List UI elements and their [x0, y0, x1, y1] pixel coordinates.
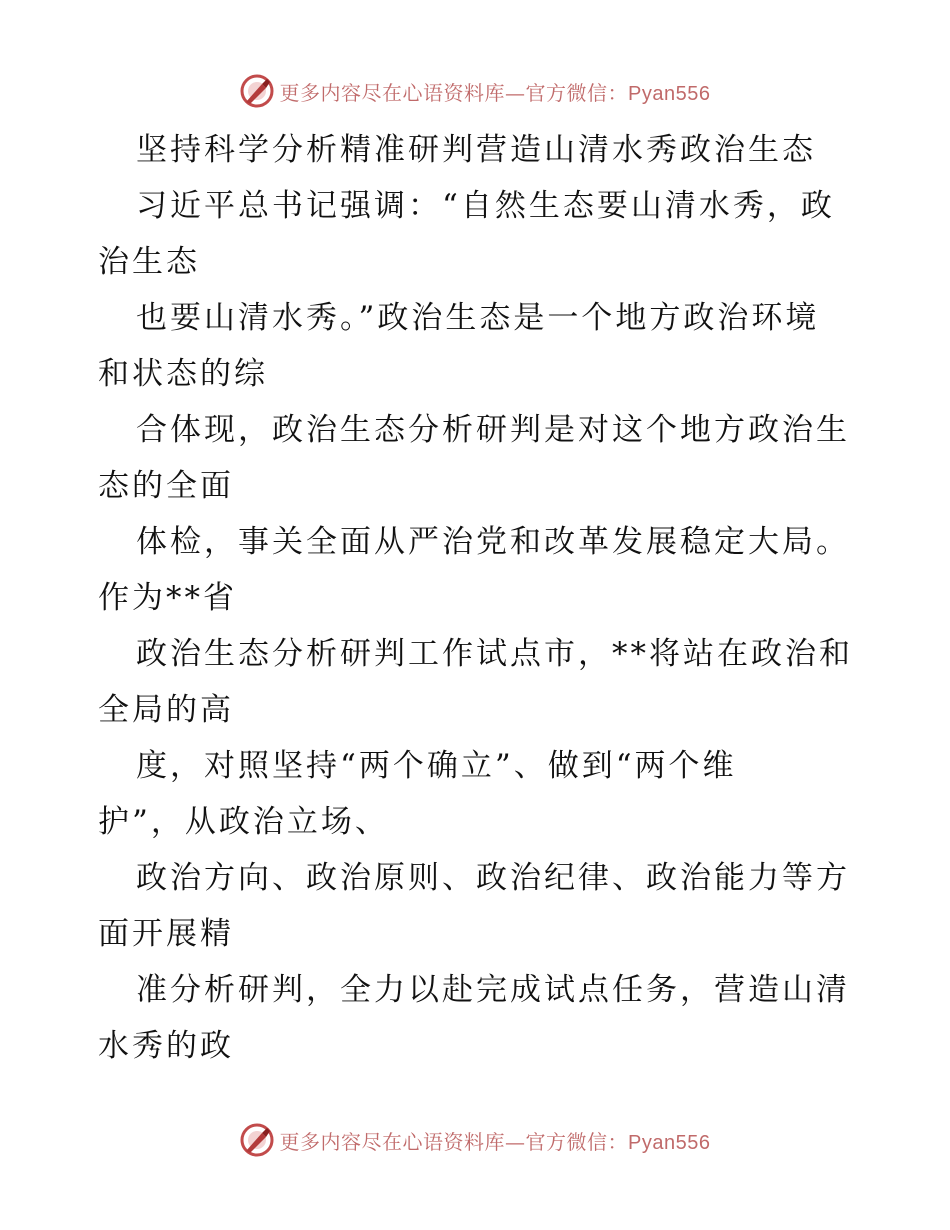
paragraph-line: 水秀的政 — [98, 1028, 234, 1064]
paragraph-line: 态的全面 — [98, 468, 234, 504]
paragraph-line: 护”，从政治立场、 — [98, 804, 389, 840]
document-body — [98, 122, 858, 1074]
paragraph-line: 也要山清水秀。”政治生态是一个地方政治环境 — [136, 300, 820, 336]
paragraph-line: 习近平总书记强调：“自然生态要山清水秀，政 — [136, 188, 835, 224]
paragraph-line: 政治生态分析研判工作试点市，**将站在政治和 — [136, 636, 853, 672]
paragraph-line: 作为**省 — [98, 580, 237, 616]
paragraph-line: 合体现，政治生态分析研判是对这个地方政治生 — [136, 412, 850, 448]
paragraph-line: 和状态的综 — [98, 356, 268, 392]
paragraph-line: 政治方向、政治原则、政治纪律、政治能力等方 — [136, 860, 850, 896]
paragraph-line: 准分析研判，全力以赴完成试点任务，营造山清 — [136, 972, 850, 1008]
paragraph-line: 度，对照坚持“两个确立”、做到“两个维 — [136, 748, 737, 784]
document-title: 坚持科学分析精准研判营造山清水秀政治生态 — [136, 132, 816, 168]
paragraph-line: 面开展精 — [98, 916, 234, 952]
paragraph-line: 治生态 — [98, 244, 200, 280]
header-banner — [0, 71, 950, 111]
header-banner-text: 更多内容尽在心语资料库—官方微信：Pyan556 — [279, 80, 711, 105]
footer-banner — [0, 1120, 950, 1160]
pen-logo-icon — [240, 74, 274, 108]
footer-banner-text: 更多内容尽在心语资料库—官方微信：Pyan556 — [279, 1129, 711, 1154]
paragraph-line: 体检，事关全面从严治党和改革发展稳定大局。 — [136, 524, 850, 560]
paragraph-line: 全局的高 — [98, 692, 234, 728]
pen-logo-icon — [240, 1123, 274, 1157]
